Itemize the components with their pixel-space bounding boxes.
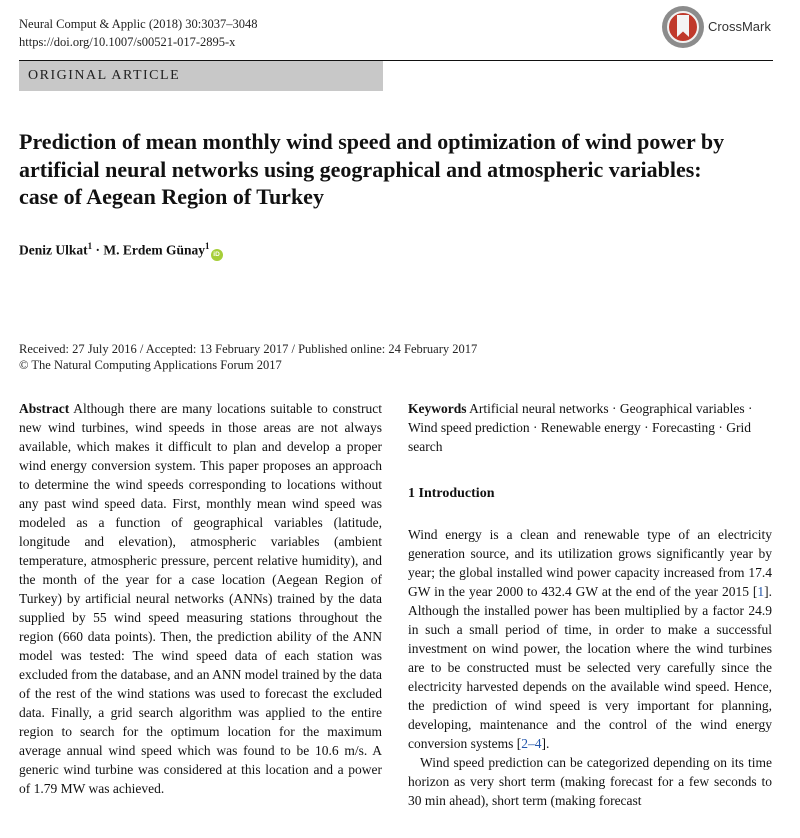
author-list: [19, 237, 223, 261]
intro-text: ]. Although the installed power has been multiplied by a factor 24.9 in such a small period of time, in order to make a successful investment on wind power, the location where the wind turbines are to be constructed must be selected very carefully since the electricity harvested depends on the available wind speed. Hence, the prediction of wind speed is very important for planning, developing, maintenance and the control of the wind energy conversion systems [: [408, 584, 772, 751]
intro-paragraph-1: [408, 525, 772, 753]
author-affiliation: 1: [87, 241, 93, 251]
crossmark-badge[interactable]: [662, 6, 782, 50]
doi-link[interactable]: https://doi.org/10.1007/s00521-017-2895-x: [19, 35, 236, 49]
author-separator: ·: [92, 242, 104, 258]
keywords-paragraph: [408, 399, 772, 456]
crossmark-label: CrossMark: [708, 19, 771, 34]
abstract-text: Although there are many locations suitable to construct new wind turbines, wind speeds in those areas are not always available, which makes it difficult to plan and develop a proper wind energy conversion system. This paper proposes an approach to determine the wind speeds corresponding to locations without any past wind speed data. First, monthly mean wind speed was modeled as a function of geographical variables (latitude, longitude and elevation), atmospheric variables (ambient temperature, atmospheric pressure, percent relative humidity), and the month of the year for a case location (Aegean Region of Turkey) by artificial neural networks (ANNs) trained by the data supplied by 55 wind speed measuring stations throughout the region (660 data points). Then, the prediction ability of the ANN model was tested: The wind speed data of each station was excluded from the database, and an ANN model trained by the data of the rest of the wind stations was used to forecast the excluded data. Finally, a grid search algorithm was applied to the entire region to search for the optimum location for the maximum average annual wind speed which was found to be 10.6 m/s. A generic wind turbine was considered at this location and a power of 1.79 MW was achieved.: [19, 401, 382, 796]
intro-text: Wind energy is a clean and renewable type of an electricity generation source, and its utilization grows significantly year by year; the global installed wind power capacity increased from 17.4 GW in the year 2000 to 432.4 GW at the end of the year 2015 [: [408, 527, 772, 599]
copyright-notice: © The Natural Computing Applications Forum 2017: [19, 358, 282, 372]
keywords-text: Artificial neural networks · Geographical variables · Wind speed prediction · Renewable energy · Forecasting · Grid search: [408, 401, 753, 454]
crossmark-icon: [662, 6, 704, 48]
abstract-section: [19, 399, 382, 798]
abstract-label: Abstract: [19, 401, 70, 416]
citation-link[interactable]: 2–4: [521, 736, 542, 751]
intro-text: ].: [541, 736, 550, 751]
section-heading-introduction: 1 Introduction: [408, 486, 495, 501]
right-column: [408, 399, 772, 810]
publication-dates: Received: 27 July 2016 / Accepted: 13 February 2017 / Published online: 24 February 2017: [19, 342, 478, 356]
paper-title: Prediction of mean monthly wind speed and optimization of wind power by artificial neural networks using geographical and atmospheric variables: case of Aegean Region of Turkey: [19, 129, 725, 209]
journal-citation: Neural Comput & Applic (2018) 30:3037–3048: [19, 17, 258, 31]
orcid-icon[interactable]: iD: [211, 249, 223, 261]
article-type-band: ORIGINAL ARTICLE: [19, 61, 383, 91]
keywords-label: Keywords: [408, 401, 467, 416]
author-name[interactable]: M. Erdem Günay: [103, 242, 206, 258]
intro-paragraph-2: Wind speed prediction can be categorized depending on its time horizon as very short term (making forecast for a few seconds to 30 min ahead), short term (making forecast: [408, 755, 772, 808]
author-name[interactable]: Deniz Ulkat: [19, 242, 88, 258]
citation-link[interactable]: 1: [757, 584, 765, 599]
abstract-paragraph: [19, 399, 382, 798]
author-affiliation: 1: [205, 241, 210, 251]
